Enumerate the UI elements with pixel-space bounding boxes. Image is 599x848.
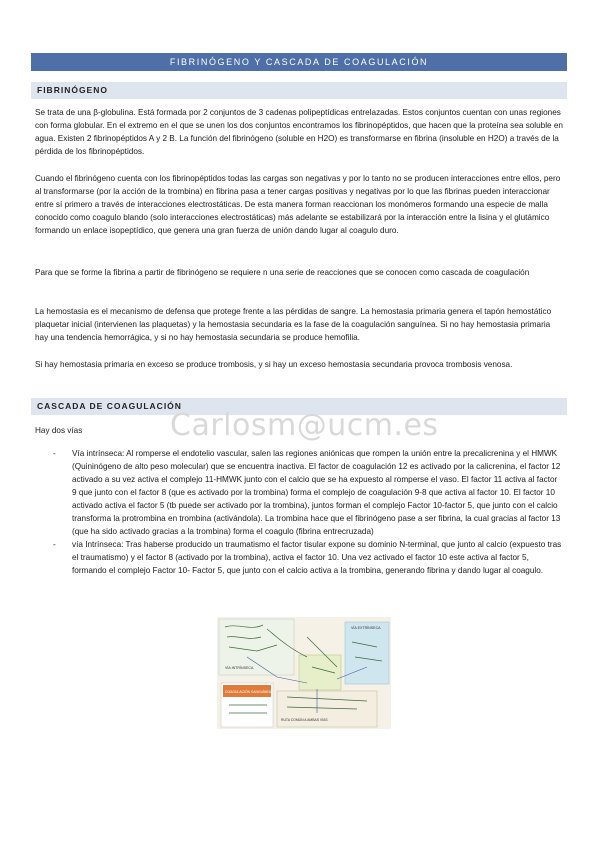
list-item <box>35 538 563 577</box>
cascade-label: COAGULACIÓN SANGUÍNEA <box>225 690 271 694</box>
section-heading-fibrinogeno <box>31 82 567 99</box>
section-heading-text: CASCADA DE COAGULACIÓN <box>37 401 182 411</box>
list-item <box>35 447 563 538</box>
bullet-dash: - <box>53 540 56 549</box>
paragraph-hemostasia-1: La hemostasia es el mecanismo de defensa que protege frente a las pérdidas de sangre. La hemostasia primaria genera el tapón hemostático plaquetar inicial (intervienen las plaquetas) y la hemostasia secundaria es la fase de la coagulación sanguínea. Si no hay hemostasia primaria hay una tendencia hemorrágica, y si no hay hemostasia secundaria se produce hemofilia. <box>35 307 552 342</box>
center-panel <box>299 655 341 690</box>
paragraph-hemostasia-2: Si hay hemostasia primaria en exceso se produce trombosis, y si hay un exceso hemostasia secundaria provoca trombosis venosa. <box>35 360 513 369</box>
intrinsic-label: VÍA INTRÍNSECA <box>225 666 254 670</box>
list-item-text: Vía intrínseca: Al romperse el endotelio vascular, salen las regiones aniónicas que rompen la unión entre la precalicrenina y el HMWK (Quininógeno de alto peso molecular) que se encuentra inactiva. El factor de coagulación 12 es activado por la calicrenina, el factor 12 activado a su vez activa el complejo 11-HMWK junto con el calcio que se ha expuesto al romperse el vaso. El factor 11 activa al factor 9 que junto con el factor 8 (que es activado por la trombina) forma el complejo de coagulación 9-8 que activa al factor 10. El factor 10 activado activa el factor 5 (tb puede ser activado por la trombina), juntos forman el complejo Factor 10-factor 5, que junto con el calcio transforma la protrombina en trombina (activándola). La trombina hace que el fibrinógeno pase a ser fibrina, la cual gracias al factor 13 (que ha sido activado gracias a la trombina) forma el coagulo (fibrina entrecruzada) <box>72 449 561 536</box>
extrinsic-panel <box>345 622 389 684</box>
paragraph-fibrinogeno-3: Para que se forme la fibrina a partir de fibrinógeno se requiere n una serie de reacciones que se conocen como cascada de coagulación <box>35 268 530 277</box>
section-heading-text: FIBRINÓGENO <box>37 85 108 95</box>
common-path-label: RUTA COMÚN A AMBAS VÍAS <box>281 718 328 722</box>
list-item-text: vía Intrínseca: Tras haberse producido un traumatismo el factor tisular expone su dominio N-terminal, que junto al calcio (expuesto tras el traumatismo) y el factor 8 (activado por la trombina), activa el factor 10. Una vez activado el factor 10 este activa al factor 5, formando el complejo Factor 10- Factor 5, que junto con el calcio activa a la trombina, generando fibrina y dando lugar al coagulo. <box>72 540 562 575</box>
extrinsic-label: VÍA EXTRÍNSECA <box>351 626 381 630</box>
coagulation-cascade-diagram <box>217 617 391 729</box>
document-title: FIBRINÓGENO Y CASCADA DE COAGULACIÓN <box>31 53 567 71</box>
paragraph-fibrinogeno-1: Se trata de una β-globulina. Está formada por 2 conjuntos de 3 cadenas polipeptídicas entrelazadas. Estos conjuntos cuentan con unas regiones con forma globular. En el extremo en el que se unen los dos conjuntos encontramos los fibrinopéptidos, que hacen que la proteína sea soluble en agua. Existen 2 fibrinopéptidos A y 2 B. La función del fibrinógeno (soluble en H2O) es transformarse en fibrina (insoluble en H2O) a través de la pérdida de los fibrinopéptidos. <box>35 108 563 156</box>
bullet-dash: - <box>53 449 56 458</box>
paragraph-fibrinogeno-2: Cuando el fibrinógeno cuenta con los fibrinopéptidos todas las cargas son negativas y por lo tanto no se producen interacciones entre ellos, pero al transformarse (por la acción de la trombina) en fibrina pasa a tener cargas positivas y negativas por lo que las fibrinas pueden interaccionar entre sí primero a través de interacciones electrostáticas. De esta manera forman reaccionan los monómeros formando una especie de malla conocido como coagulo blando (solo interacciones electrostáticas) más adelante se estabilizará por la interacción entre la lisina y el glutámico formando un enlace isopeptídico, que genera una gran fuerza de unión dando lugar al coagulo duro. <box>35 174 561 235</box>
watermark: Carlosm@ucm.es <box>170 408 439 443</box>
pathway-list <box>35 447 563 577</box>
paragraph-intro: Hay dos vías <box>35 426 83 435</box>
